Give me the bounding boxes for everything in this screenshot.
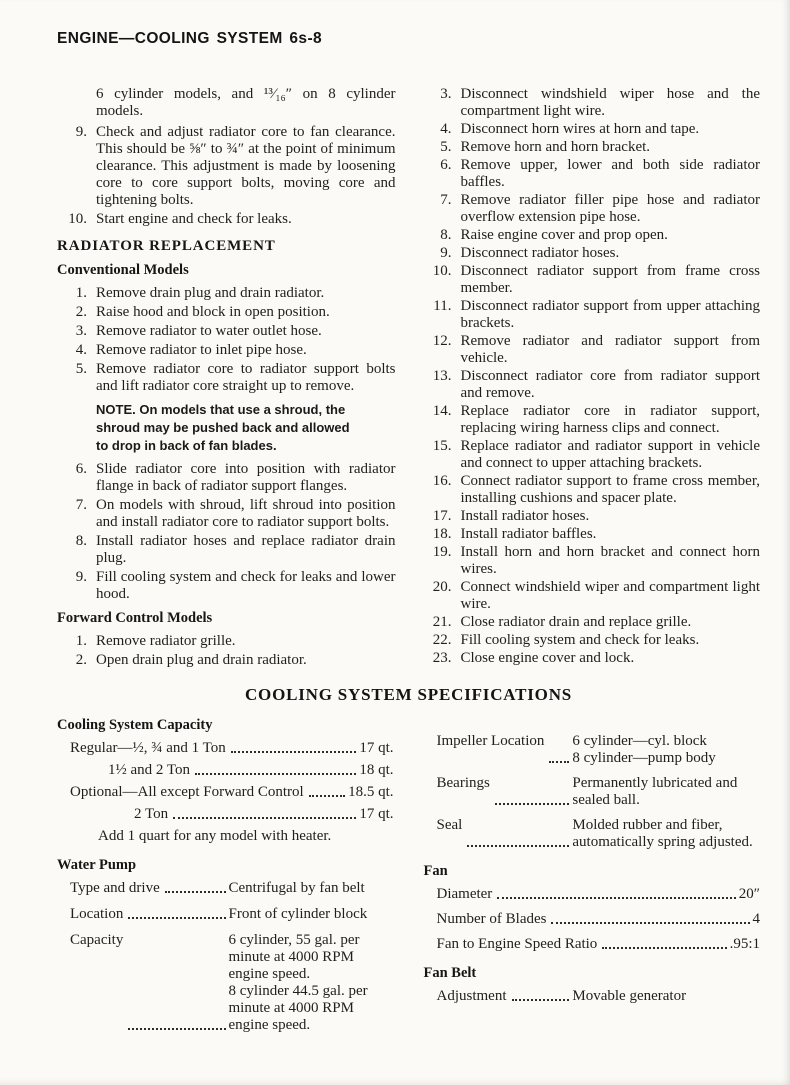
dot-leader-icon: [165, 891, 226, 893]
dot-leader-icon: [195, 773, 356, 775]
step-text: Remove drain plug and drain radiator.: [96, 285, 325, 301]
step-number: 11.: [433, 298, 452, 314]
dot-leader-icon: [128, 917, 225, 919]
procedure-step: [422, 544, 761, 578]
page-header: ENGINE—COOLING SYSTEM 6s-8: [57, 30, 323, 47]
spec-value: [572, 817, 760, 851]
fan-procedure-list: [57, 124, 396, 228]
spec-label: Number of Blades: [436, 911, 547, 927]
procedure-step: [422, 526, 761, 543]
procedure-step: [422, 473, 761, 507]
spec-label: 2 Ton: [134, 806, 169, 822]
procedure-step: [422, 508, 761, 525]
step-text: Remove radiator and radiator support from vehicle.: [460, 333, 760, 366]
conventional-models-heading: Conventional Models: [57, 262, 189, 278]
procedure-step: [57, 652, 396, 669]
spec-row: [70, 784, 394, 801]
water-pump-rows-continued: [424, 733, 761, 851]
step-number: 4.: [440, 121, 452, 137]
dot-leader-icon: [467, 845, 569, 847]
step-number: 12.: [432, 333, 452, 349]
forward-control-steps: [57, 633, 396, 669]
step-text: Disconnect radiator core from radiator support and remove.: [460, 368, 760, 401]
procedure-step: [422, 121, 761, 138]
step-text: Raise hood and block in open position.: [96, 304, 330, 320]
step-number: 13.: [432, 368, 452, 384]
left-column: [57, 86, 396, 671]
spec-row: [70, 880, 394, 897]
procedure-step: [422, 333, 761, 367]
step-number: 5.: [440, 139, 452, 155]
spec-value: .95:1: [729, 936, 760, 952]
right-column: [422, 86, 761, 668]
step-text: Install radiator hoses and replace radiator drain plug.: [96, 533, 396, 566]
forward-control-steps-continued: [422, 86, 761, 667]
specifications-title: COOLING SYSTEM SPECIFICATIONS: [244, 685, 573, 704]
fan-belt-rows: [424, 988, 761, 1005]
step-number: 23.: [432, 650, 452, 666]
step-text: Connect windshield wiper and compartment light wire.: [460, 579, 760, 612]
step-text: Remove upper, lower and both side radiator baffles.: [460, 157, 760, 190]
procedure-step: [57, 342, 396, 359]
cooling-capacity-heading: Cooling System Capacity: [57, 717, 213, 733]
procedure-step: [422, 157, 761, 191]
spec-value-line: Centrifugal by fan belt: [228, 880, 365, 896]
step-number: 1.: [75, 633, 87, 649]
procedure-step: [422, 139, 761, 156]
step-number: 14.: [432, 403, 452, 419]
step-number: 22.: [432, 632, 452, 648]
procedure-step: [422, 86, 761, 120]
step-number: 17.: [432, 508, 452, 524]
spec-label: Adjustment: [436, 988, 507, 1004]
step-text: Replace radiator core in radiator support, replacing wiring harness clips and connect.: [460, 403, 760, 436]
spec-label: Capacity: [70, 932, 124, 948]
spec-value: [229, 906, 394, 923]
step-number: 8.: [75, 533, 87, 549]
spec-value-line: 6 cylinder—cyl. block: [572, 733, 707, 749]
step-number: 16.: [432, 473, 452, 489]
dot-leader-icon: [602, 947, 726, 949]
step-text: Remove radiator grille.: [96, 633, 236, 649]
spec-value: 4: [752, 911, 760, 927]
spec-row: [437, 733, 761, 767]
fan-rows: [424, 886, 761, 953]
step-number: 9.: [440, 245, 452, 261]
spec-label: Location: [70, 906, 124, 922]
spec-row: [70, 906, 394, 923]
step-text: Close radiator drain and replace grille.: [460, 614, 692, 630]
step-number: 6.: [75, 461, 87, 477]
spec-row: [437, 988, 761, 1005]
dot-leader-icon: [549, 761, 569, 763]
step-number: 3.: [440, 86, 452, 102]
step-text: Install radiator baffles.: [460, 526, 597, 542]
step-text: Raise engine cover and prop open.: [460, 227, 668, 243]
step-text: Disconnect windshield wiper hose and the compartment light wire.: [460, 86, 760, 119]
procedure-step: [422, 438, 761, 472]
spec-value-line: Front of cylinder block: [228, 906, 368, 922]
procedure-step: [57, 285, 396, 302]
step-text: Remove radiator to water outlet hose.: [96, 323, 322, 339]
step-text: Replace radiator and radiator support in vehicle and connect to upper attaching brackets.: [460, 438, 760, 471]
spec-row: [70, 740, 394, 757]
dot-leader-icon: [551, 922, 749, 924]
step-number: 2.: [75, 652, 87, 668]
specifications-columns: [57, 717, 760, 1043]
spec-label: Seal: [436, 817, 463, 833]
step-number: 9.: [75, 569, 87, 585]
spec-value-line: Molded rubber and fiber, automatically spring adjusted.: [572, 817, 753, 850]
conventional-steps-1-5: [57, 285, 396, 395]
spec-value: [229, 932, 394, 1034]
spec-value: [229, 880, 394, 897]
spec-value: [572, 775, 760, 809]
procedure-step: [57, 569, 396, 603]
radiator-replacement-heading: RADIATOR REPLACEMENT: [57, 238, 276, 254]
procedure-step: [422, 192, 761, 226]
step-text: Install radiator hoses.: [460, 508, 590, 524]
step-text: Fill cooling system and check for leaks.: [460, 632, 700, 648]
procedure-step: [422, 579, 761, 613]
conventional-steps-6-9: [57, 461, 396, 603]
procedure-step: [57, 211, 396, 228]
step-number: 15.: [432, 438, 452, 454]
step-text: Disconnect horn wires at horn and tape.: [460, 121, 700, 137]
step-number: 9.: [75, 124, 87, 140]
step-text: Remove radiator core to radiator support bolts and lift radiator core straight up to remove.: [96, 361, 396, 394]
step-number: 21.: [432, 614, 452, 630]
spec-value-line: 8 cylinder 44.5 gal. per minute at 4000 RPM engine speed.: [228, 983, 368, 1033]
step-number: 10.: [68, 211, 87, 227]
spec-value-line: Permanently lubricated and sealed ball.: [572, 775, 738, 808]
procedure-step: [57, 361, 396, 395]
step-number: 7.: [75, 497, 87, 513]
dot-leader-icon: [231, 751, 357, 753]
step-number: 5.: [75, 361, 87, 377]
step-text: Check and adjust radiator core to fan clearance. This should be ⅝″ to ¾″ at the point of minimum clearance. This adjustment is made by loosening core to core support bolts, moving core and tightening bolts.: [96, 124, 396, 208]
procedure-step: [422, 403, 761, 437]
step-number: 8.: [440, 227, 452, 243]
spec-value: 17 qt.: [359, 740, 394, 756]
procedure-step: [422, 368, 761, 402]
continuation-paragraph: 6 cylinder models, and ¹³⁄₁₆″ on 8 cylinder models.: [96, 86, 396, 119]
spec-label: Fan to Engine Speed Ratio: [436, 936, 598, 952]
procedure-columns: [57, 86, 760, 671]
spec-row: [70, 932, 394, 1034]
spec-label: Regular—½, ¾ and 1 Ton: [70, 740, 226, 756]
spec-row: [437, 911, 761, 928]
spec-row: [70, 806, 394, 823]
step-text: Remove radiator to inlet pipe hose.: [96, 342, 307, 358]
procedure-step: [57, 533, 396, 567]
spec-column-left: [57, 717, 394, 1043]
step-text: Close engine cover and lock.: [460, 650, 635, 666]
spec-value: [572, 988, 760, 1005]
spec-value: 20″: [738, 886, 760, 902]
spec-value: 18.5 qt.: [348, 784, 394, 800]
spec-value: [572, 733, 760, 767]
water-pump-rows: [57, 880, 394, 1034]
step-text: Install horn and horn bracket and connect horn wires.: [460, 544, 760, 577]
step-text: Slide radiator core into position with radiator flange in back of radiator support flanges.: [96, 461, 396, 494]
step-text: Fill cooling system and check for leaks and lower hood.: [96, 569, 396, 602]
procedure-step: [57, 304, 396, 321]
spec-row: [437, 886, 761, 903]
fan-heading: Fan: [423, 863, 448, 879]
dot-leader-icon: [128, 1028, 225, 1030]
step-number: 2.: [75, 304, 87, 320]
step-number: 4.: [75, 342, 87, 358]
spec-label: Diameter: [436, 886, 493, 902]
step-number: 19.: [432, 544, 452, 560]
dot-leader-icon: [497, 897, 735, 899]
step-text: On models with shroud, lift shroud into position and install radiator core to radiator support bolts.: [96, 497, 396, 530]
heater-note: Add 1 quart for any model with heater.: [98, 828, 332, 844]
spec-value: 17 qt.: [359, 806, 394, 822]
dot-leader-icon: [512, 999, 570, 1001]
procedure-step: [422, 298, 761, 332]
spec-row: [70, 762, 394, 779]
shroud-note: NOTE. On models that use a shroud, the shroud may be pushed back and allowed to drop in back of fan blades.: [96, 402, 350, 453]
spec-label: Impeller Location: [436, 733, 545, 749]
spec-label: Optional—All except Forward Control: [70, 784, 304, 800]
dot-leader-icon: [309, 795, 345, 797]
step-number: 1.: [75, 285, 87, 301]
step-number: 3.: [75, 323, 87, 339]
spec-value: 18 qt.: [359, 762, 394, 778]
spec-value-line: Movable generator: [572, 988, 687, 1004]
step-number: 20.: [432, 579, 452, 595]
step-text: Disconnect radiator support from frame cross member.: [460, 263, 760, 296]
step-text: Disconnect radiator support from upper attaching brackets.: [460, 298, 760, 331]
spec-row: [437, 817, 761, 851]
procedure-step: [57, 497, 396, 531]
step-text: Remove horn and horn bracket.: [460, 139, 651, 155]
procedure-step: [422, 263, 761, 297]
step-text: Start engine and check for leaks.: [96, 211, 292, 227]
procedure-step: [57, 461, 396, 495]
spec-value-line: 6 cylinder, 55 gal. per minute at 4000 RPM engine speed.: [228, 932, 360, 982]
procedure-step: [422, 632, 761, 649]
dot-leader-icon: [495, 803, 570, 805]
procedure-step: [422, 614, 761, 631]
procedure-step: [422, 245, 761, 262]
procedure-step: [57, 124, 396, 209]
procedure-step: [57, 633, 396, 650]
step-number: 18.: [432, 526, 452, 542]
spec-column-right: [424, 717, 761, 1043]
procedure-step: [422, 650, 761, 667]
spec-value-line: 8 cylinder—pump body: [572, 750, 716, 766]
procedure-step: [57, 323, 396, 340]
spec-label: Type and drive: [70, 880, 160, 896]
water-pump-heading: Water Pump: [57, 857, 137, 873]
spec-row: [437, 936, 761, 953]
dot-leader-icon: [173, 817, 356, 819]
spec-row: [437, 775, 761, 809]
spec-label: 1½ and 2 Ton: [108, 762, 191, 778]
capacity-rows: [57, 740, 394, 823]
step-number: 7.: [440, 192, 452, 208]
fan-belt-heading: Fan Belt: [423, 965, 477, 981]
forward-control-models-heading: Forward Control Models: [57, 610, 213, 626]
step-text: Open drain plug and drain radiator.: [96, 652, 307, 668]
procedure-step: [422, 227, 761, 244]
step-text: Connect radiator support to frame cross member, installing cushions and spacer plate.: [460, 473, 760, 506]
step-text: Disconnect radiator hoses.: [460, 245, 620, 261]
step-number: 6.: [440, 157, 452, 173]
step-text: Remove radiator filler pipe hose and radiator overflow extension pipe hose.: [460, 192, 760, 225]
step-number: 10.: [432, 263, 452, 279]
spec-label: Bearings: [436, 775, 490, 791]
